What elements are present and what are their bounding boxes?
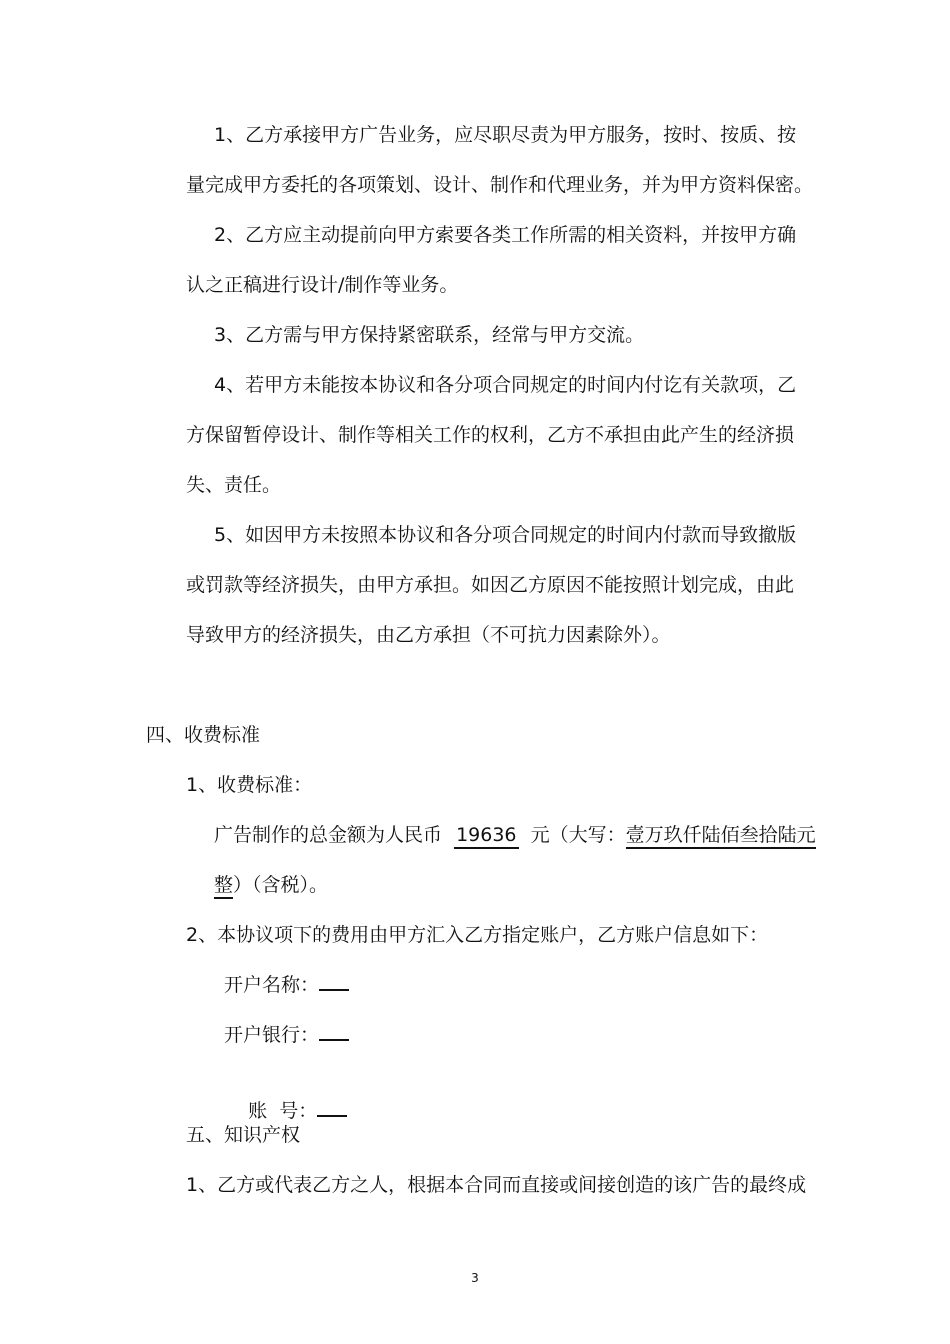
fee-mid: 元（大写： [530,824,626,846]
fee-standard-label: 1、收费标准： [186,774,313,796]
clause-3-3-line-1: 3、乙方需与甲方保持紧密联系，经常与甲方交流。 [214,324,645,346]
bank-row [224,1022,349,1048]
clause-3-1-line-1: 1、乙方承接甲方广告业务，应尽职尽责为甲方服务，按时、按质、按 [214,124,797,146]
clause-3-1-line-2: 量完成甲方委托的各项策划、设计、制作和代理业务，并为甲方资料保密。 [186,174,814,196]
fee-amount-line-2 [214,872,328,899]
clause-3-4-line-3: 失、责任。 [186,474,282,496]
account-name-label: 开户名称： [224,974,320,996]
account-name-blank [319,973,349,991]
clause-3-5-line-1: 5、如因甲方未按照本协议和各分项合同规定的时间内付款而导致撤版 [214,524,797,546]
payment-account-clause: 2、本协议项下的费用由甲方汇入乙方指定账户，乙方账户信息如下： [186,924,769,946]
clause-3-2-line-2: 认之正稿进行设计/制作等业务。 [186,274,459,296]
section-5-heading: 五、知识产权 [186,1124,301,1146]
account-number-blank [317,1099,347,1117]
clause-3-5-line-2: 或罚款等经济损失，由甲方承担。如因乙方原因不能按照计划完成，由此 [186,574,795,596]
ip-clause-line-1: 1、乙方或代表乙方之人，根据本合同而直接或间接创造的该广告的最终成 [186,1174,807,1196]
clause-3-4-line-1: 4、若甲方未能按本协议和各分项合同规定的时间内付讫有关款项，乙 [214,374,797,396]
clause-3-2-line-1: 2、乙方应主动提前向甲方索要各类工作所需的相关资料，并按甲方确 [214,224,797,246]
fee-amount-value: 19636 [454,823,518,849]
bank-label: 开户银行： [224,1024,320,1046]
fee-prefix: 广告制作的总金额为人民币 [214,824,443,846]
page-number: 3 [471,1271,479,1285]
bank-blank [319,1023,349,1041]
fee-suffix: ）（含税）。 [233,874,329,896]
account-name-row [224,972,349,998]
clause-3-4-line-2: 方保留暂停设计、制作等相关工作的权利，乙方不承担由此产生的经济损 [186,424,795,446]
fee-amount-line [214,822,816,849]
account-number-label: 账 号： [248,1100,318,1122]
fee-amount-in-words-end: 整 [214,873,233,899]
fee-amount-in-words: 壹万玖仟陆佰叁拾陆元 [626,823,816,849]
section-4-heading: 四、收费标准 [146,724,261,746]
clause-3-5-line-3: 导致甲方的经济损失，由乙方承担（不可抗力因素除外）。 [186,624,671,646]
